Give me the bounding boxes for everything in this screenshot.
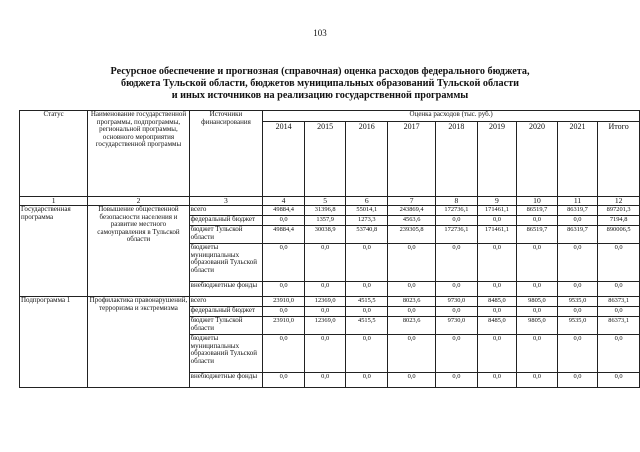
- header-year: 2016: [346, 122, 388, 197]
- year-value: 9535,0: [557, 297, 598, 307]
- year-value: 0,0: [436, 282, 478, 297]
- year-value: 1357,9: [304, 216, 346, 226]
- year-value: 8023,6: [388, 317, 436, 335]
- total-value: 0,0: [598, 373, 640, 388]
- header-name: Наименование государственной программы, подпрограммы, региональной программы, основного мероприятия государственной программы: [88, 111, 189, 197]
- funding-source: внебюджетные фонды: [189, 373, 263, 388]
- total-value: 0,0: [598, 307, 640, 317]
- title-line: бюджета Тульской области, бюджетов муниципальных образований Тульской области: [120, 78, 520, 89]
- year-value: 0,0: [263, 282, 305, 297]
- year-value: 1273,3: [346, 216, 388, 226]
- resource-table: [19, 110, 640, 388]
- year-value: 0,0: [388, 244, 436, 282]
- year-value: 0,0: [477, 216, 516, 226]
- year-value: 9730,0: [436, 297, 478, 307]
- column-number: 8: [436, 197, 478, 206]
- year-value: 4563,6: [388, 216, 436, 226]
- year-value: 0,0: [436, 307, 478, 317]
- year-value: 9805,0: [517, 297, 558, 307]
- column-number: 6: [346, 197, 388, 206]
- year-value: 30038,9: [304, 226, 346, 244]
- year-value: 4515,5: [346, 297, 388, 307]
- total-value: 86373,1: [598, 317, 640, 335]
- year-value: 0,0: [263, 307, 305, 317]
- total-value: 0,0: [598, 335, 640, 373]
- funding-source: бюджет Тульской области: [189, 317, 263, 335]
- year-value: 0,0: [346, 282, 388, 297]
- year-value: 12369,0: [304, 297, 346, 307]
- year-value: 86519,7: [517, 206, 558, 216]
- header-year: 2021: [557, 122, 598, 197]
- year-value: 0,0: [557, 244, 598, 282]
- year-value: 172736,1: [436, 226, 478, 244]
- column-number: 12: [598, 197, 640, 206]
- header-year: 2018: [436, 122, 478, 197]
- table-row: [20, 206, 640, 216]
- year-value: 0,0: [557, 373, 598, 388]
- funding-source: внебюджетные фонды: [189, 282, 263, 297]
- total-value: 890006,5: [598, 226, 640, 244]
- header-sources: Источники финансирования: [189, 111, 263, 197]
- funding-source: федеральный бюджет: [189, 307, 263, 317]
- header-estimate: Оценка расходов (тыс. руб.): [263, 111, 640, 122]
- document-title: [60, 66, 580, 102]
- year-value: 0,0: [346, 335, 388, 373]
- year-value: 0,0: [436, 244, 478, 282]
- header-total: Итого: [598, 122, 640, 197]
- year-value: 0,0: [477, 282, 516, 297]
- header-status: Статус: [20, 111, 88, 197]
- table-row: [20, 297, 640, 307]
- year-value: 0,0: [263, 373, 305, 388]
- column-number: 5: [304, 197, 346, 206]
- year-value: 0,0: [388, 307, 436, 317]
- total-value: 0,0: [598, 282, 640, 297]
- year-value: 0,0: [388, 373, 436, 388]
- year-value: 8023,6: [388, 297, 436, 307]
- year-value: 0,0: [517, 373, 558, 388]
- year-value: 0,0: [517, 335, 558, 373]
- year-value: 0,0: [517, 282, 558, 297]
- year-value: 0,0: [477, 373, 516, 388]
- row-program-name: Профилактика правонарушений, терроризма и экстремизма: [88, 297, 189, 388]
- year-value: 23910,0: [263, 317, 305, 335]
- year-value: 0,0: [304, 282, 346, 297]
- year-value: 53740,8: [346, 226, 388, 244]
- row-status: Государственная программа: [20, 206, 88, 297]
- funding-source: бюджет Тульской области: [189, 226, 263, 244]
- header-year: 2019: [477, 122, 516, 197]
- year-value: 0,0: [436, 373, 478, 388]
- funding-source: бюджеты муниципальных образований Тульской области: [189, 335, 263, 373]
- year-value: 0,0: [388, 282, 436, 297]
- year-value: 0,0: [557, 282, 598, 297]
- total-value: 0,0: [598, 244, 640, 282]
- year-value: 0,0: [304, 244, 346, 282]
- year-value: 171461,1: [477, 226, 516, 244]
- header-year: 2014: [263, 122, 305, 197]
- year-value: 12369,0: [304, 317, 346, 335]
- year-value: 0,0: [346, 307, 388, 317]
- year-value: 8485,0: [477, 297, 516, 307]
- year-value: 0,0: [557, 307, 598, 317]
- row-status: Подпрограмма 1: [20, 297, 88, 388]
- funding-source: всего: [189, 297, 263, 307]
- year-value: 0,0: [304, 307, 346, 317]
- funding-source: федеральный бюджет: [189, 216, 263, 226]
- column-number: 11: [557, 197, 598, 206]
- header-year: 2017: [388, 122, 436, 197]
- column-number: 4: [263, 197, 305, 206]
- total-value: 7194,8: [598, 216, 640, 226]
- year-value: 0,0: [517, 244, 558, 282]
- funding-source: бюджеты муниципальных образований Тульской области: [189, 244, 263, 282]
- header-year: 2015: [304, 122, 346, 197]
- year-value: 0,0: [263, 216, 305, 226]
- year-value: 243869,4: [388, 206, 436, 216]
- year-value: 0,0: [557, 216, 598, 226]
- year-value: 172736,1: [436, 206, 478, 216]
- year-value: 0,0: [557, 335, 598, 373]
- column-number: 2: [88, 197, 189, 206]
- year-value: 0,0: [477, 335, 516, 373]
- year-value: 8485,0: [477, 317, 516, 335]
- column-number: 10: [517, 197, 558, 206]
- year-value: 0,0: [304, 373, 346, 388]
- year-value: 0,0: [436, 335, 478, 373]
- year-value: 0,0: [436, 216, 478, 226]
- year-value: 9535,0: [557, 317, 598, 335]
- year-value: 239305,8: [388, 226, 436, 244]
- year-value: 31396,8: [304, 206, 346, 216]
- year-value: 0,0: [346, 244, 388, 282]
- year-value: 9805,0: [517, 317, 558, 335]
- year-value: 0,0: [477, 307, 516, 317]
- year-value: 86519,7: [517, 226, 558, 244]
- total-value: 86373,1: [598, 297, 640, 307]
- year-value: 49884,4: [263, 206, 305, 216]
- year-value: 49884,4: [263, 226, 305, 244]
- year-value: 86319,7: [557, 226, 598, 244]
- year-value: 0,0: [517, 307, 558, 317]
- year-value: 86319,7: [557, 206, 598, 216]
- year-value: 4515,5: [346, 317, 388, 335]
- year-value: 0,0: [388, 335, 436, 373]
- page-number: 103: [313, 28, 327, 38]
- year-value: 55014,1: [346, 206, 388, 216]
- column-number: 1: [20, 197, 88, 206]
- year-value: 23910,0: [263, 297, 305, 307]
- row-program-name: Повышение общественной безопасности населения и развитие местного самоуправления в Тульской области: [88, 206, 189, 297]
- year-value: 0,0: [304, 335, 346, 373]
- total-value: 897201,3: [598, 206, 640, 216]
- year-value: 0,0: [517, 216, 558, 226]
- year-value: 171461,1: [477, 206, 516, 216]
- year-value: 0,0: [346, 373, 388, 388]
- column-number: 7: [388, 197, 436, 206]
- title-line: Ресурсное обеспечение и прогнозная (справочная) оценка расходов федерального бюджета,: [110, 66, 530, 77]
- year-value: 0,0: [263, 244, 305, 282]
- header-year: 2020: [517, 122, 558, 197]
- column-number: 3: [189, 197, 263, 206]
- title-line: и иных источников на реализацию государственной программы: [171, 90, 469, 101]
- year-value: 0,0: [263, 335, 305, 373]
- year-value: 9730,0: [436, 317, 478, 335]
- column-number: 9: [477, 197, 516, 206]
- funding-source: всего: [189, 206, 263, 216]
- year-value: 0,0: [477, 244, 516, 282]
